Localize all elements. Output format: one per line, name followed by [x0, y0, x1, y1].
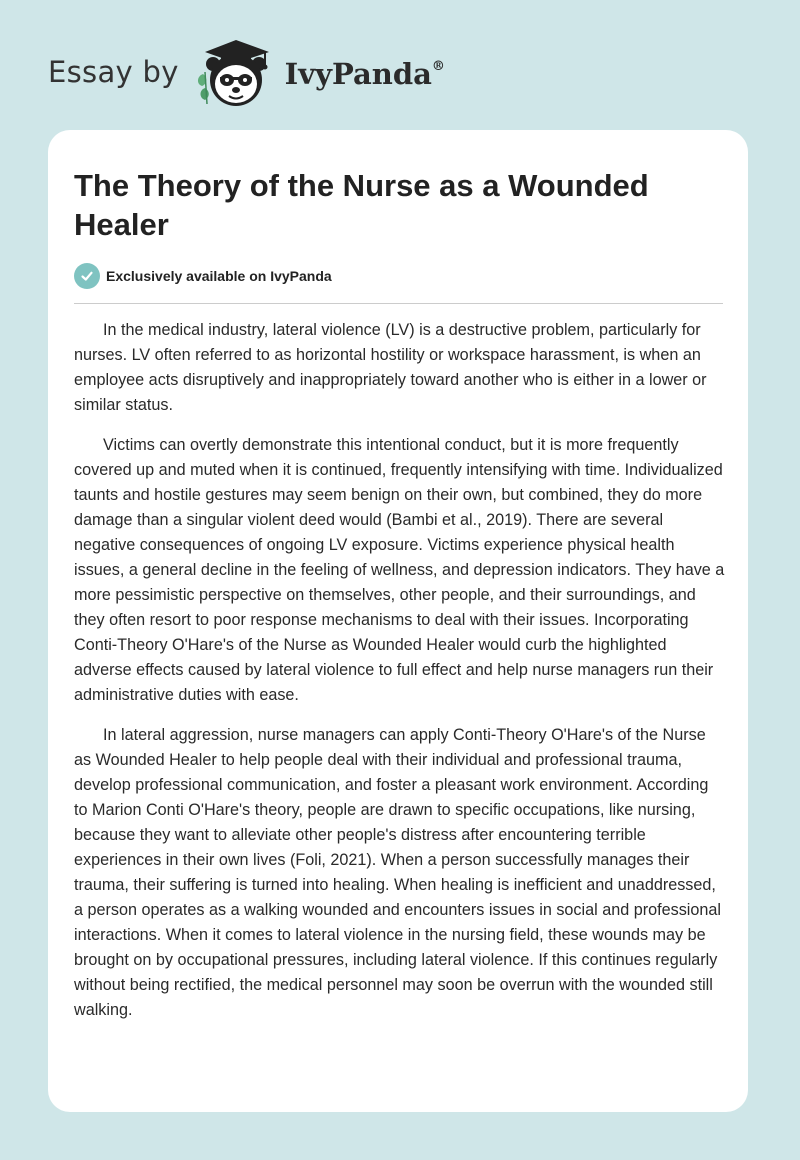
check-icon	[74, 263, 100, 289]
essay-card	[48, 130, 748, 1112]
divider	[74, 303, 723, 304]
registered-mark: ®	[431, 59, 445, 74]
page-title: The Theory of the Nurse as a Wounded Healer	[74, 168, 649, 242]
badge-text: Exclusively available on IvyPanda	[106, 268, 332, 284]
paragraph: In lateral aggression, nurse managers can apply Conti-Theory O'Hare's of the Nurse as Wounded Healer to help people deal with their individual and professional trauma, develop professional communication, and foster a pleasant work environment. According to Marion Conti O'Hare's theory, people are drawn to specific occupations, like nursing, because they want to alleviate other people's distress after encountering terrible experiences in their own lives (Foli, 2021). When a person successfully manages their trauma, their suffering is turned into healing. When healing is inefficient and unaddressed, a person operates as a walking wounded and encounters issues in social and professional interactions. When it comes to lateral violence in the nursing field, these wounds may be brought on by occupational pressures, including lateral violence. If this continues regularly without being rectified, the medical personnel may soon be overrun with the wounded still walking.	[74, 726, 722, 1019]
paragraph: Victims can overtly demonstrate this intentional conduct, but it is more frequently covered up and muted when it is continued, frequently intensifying with time. Individualized taunts and hostile gestures may seem benign on their own, but combined, they do more damage than a singular violent deed would (Bambi et al., 2019). There are several negative consequences of ongoing LV exposure. Victims experience physical health issues, a general decline in the feeling of wellness, and depression indicators. They have a more pessimistic perspective on themselves, other people, and their surroundings, and they often resort to poor response mechanisms to deal with their issues. Incorporating Conti-Theory O'Hare's of the Nurse as Wounded Healer would curb the highlighted adverse effects caused by lateral violence to full effect and help nurse managers run their administrative duties with ease.	[74, 436, 725, 704]
exclusive-badge	[74, 263, 332, 289]
essay-body	[74, 318, 726, 1038]
ivy-leaf-icon	[198, 72, 209, 104]
site-header	[48, 34, 445, 110]
panda-logo-icon[interactable]	[193, 34, 281, 110]
essay-by-label: Essay by	[48, 55, 179, 89]
brand-name[interactable]: IvyPanda®	[284, 57, 445, 91]
paragraph: In the medical industry, lateral violence (LV) is a destructive problem, particularly for nurses. LV often referred to as horizontal hostility or workspace harassment, is when an employee acts disruptively and inappropriately toward another who is either in a lower or similar status.	[74, 321, 707, 414]
